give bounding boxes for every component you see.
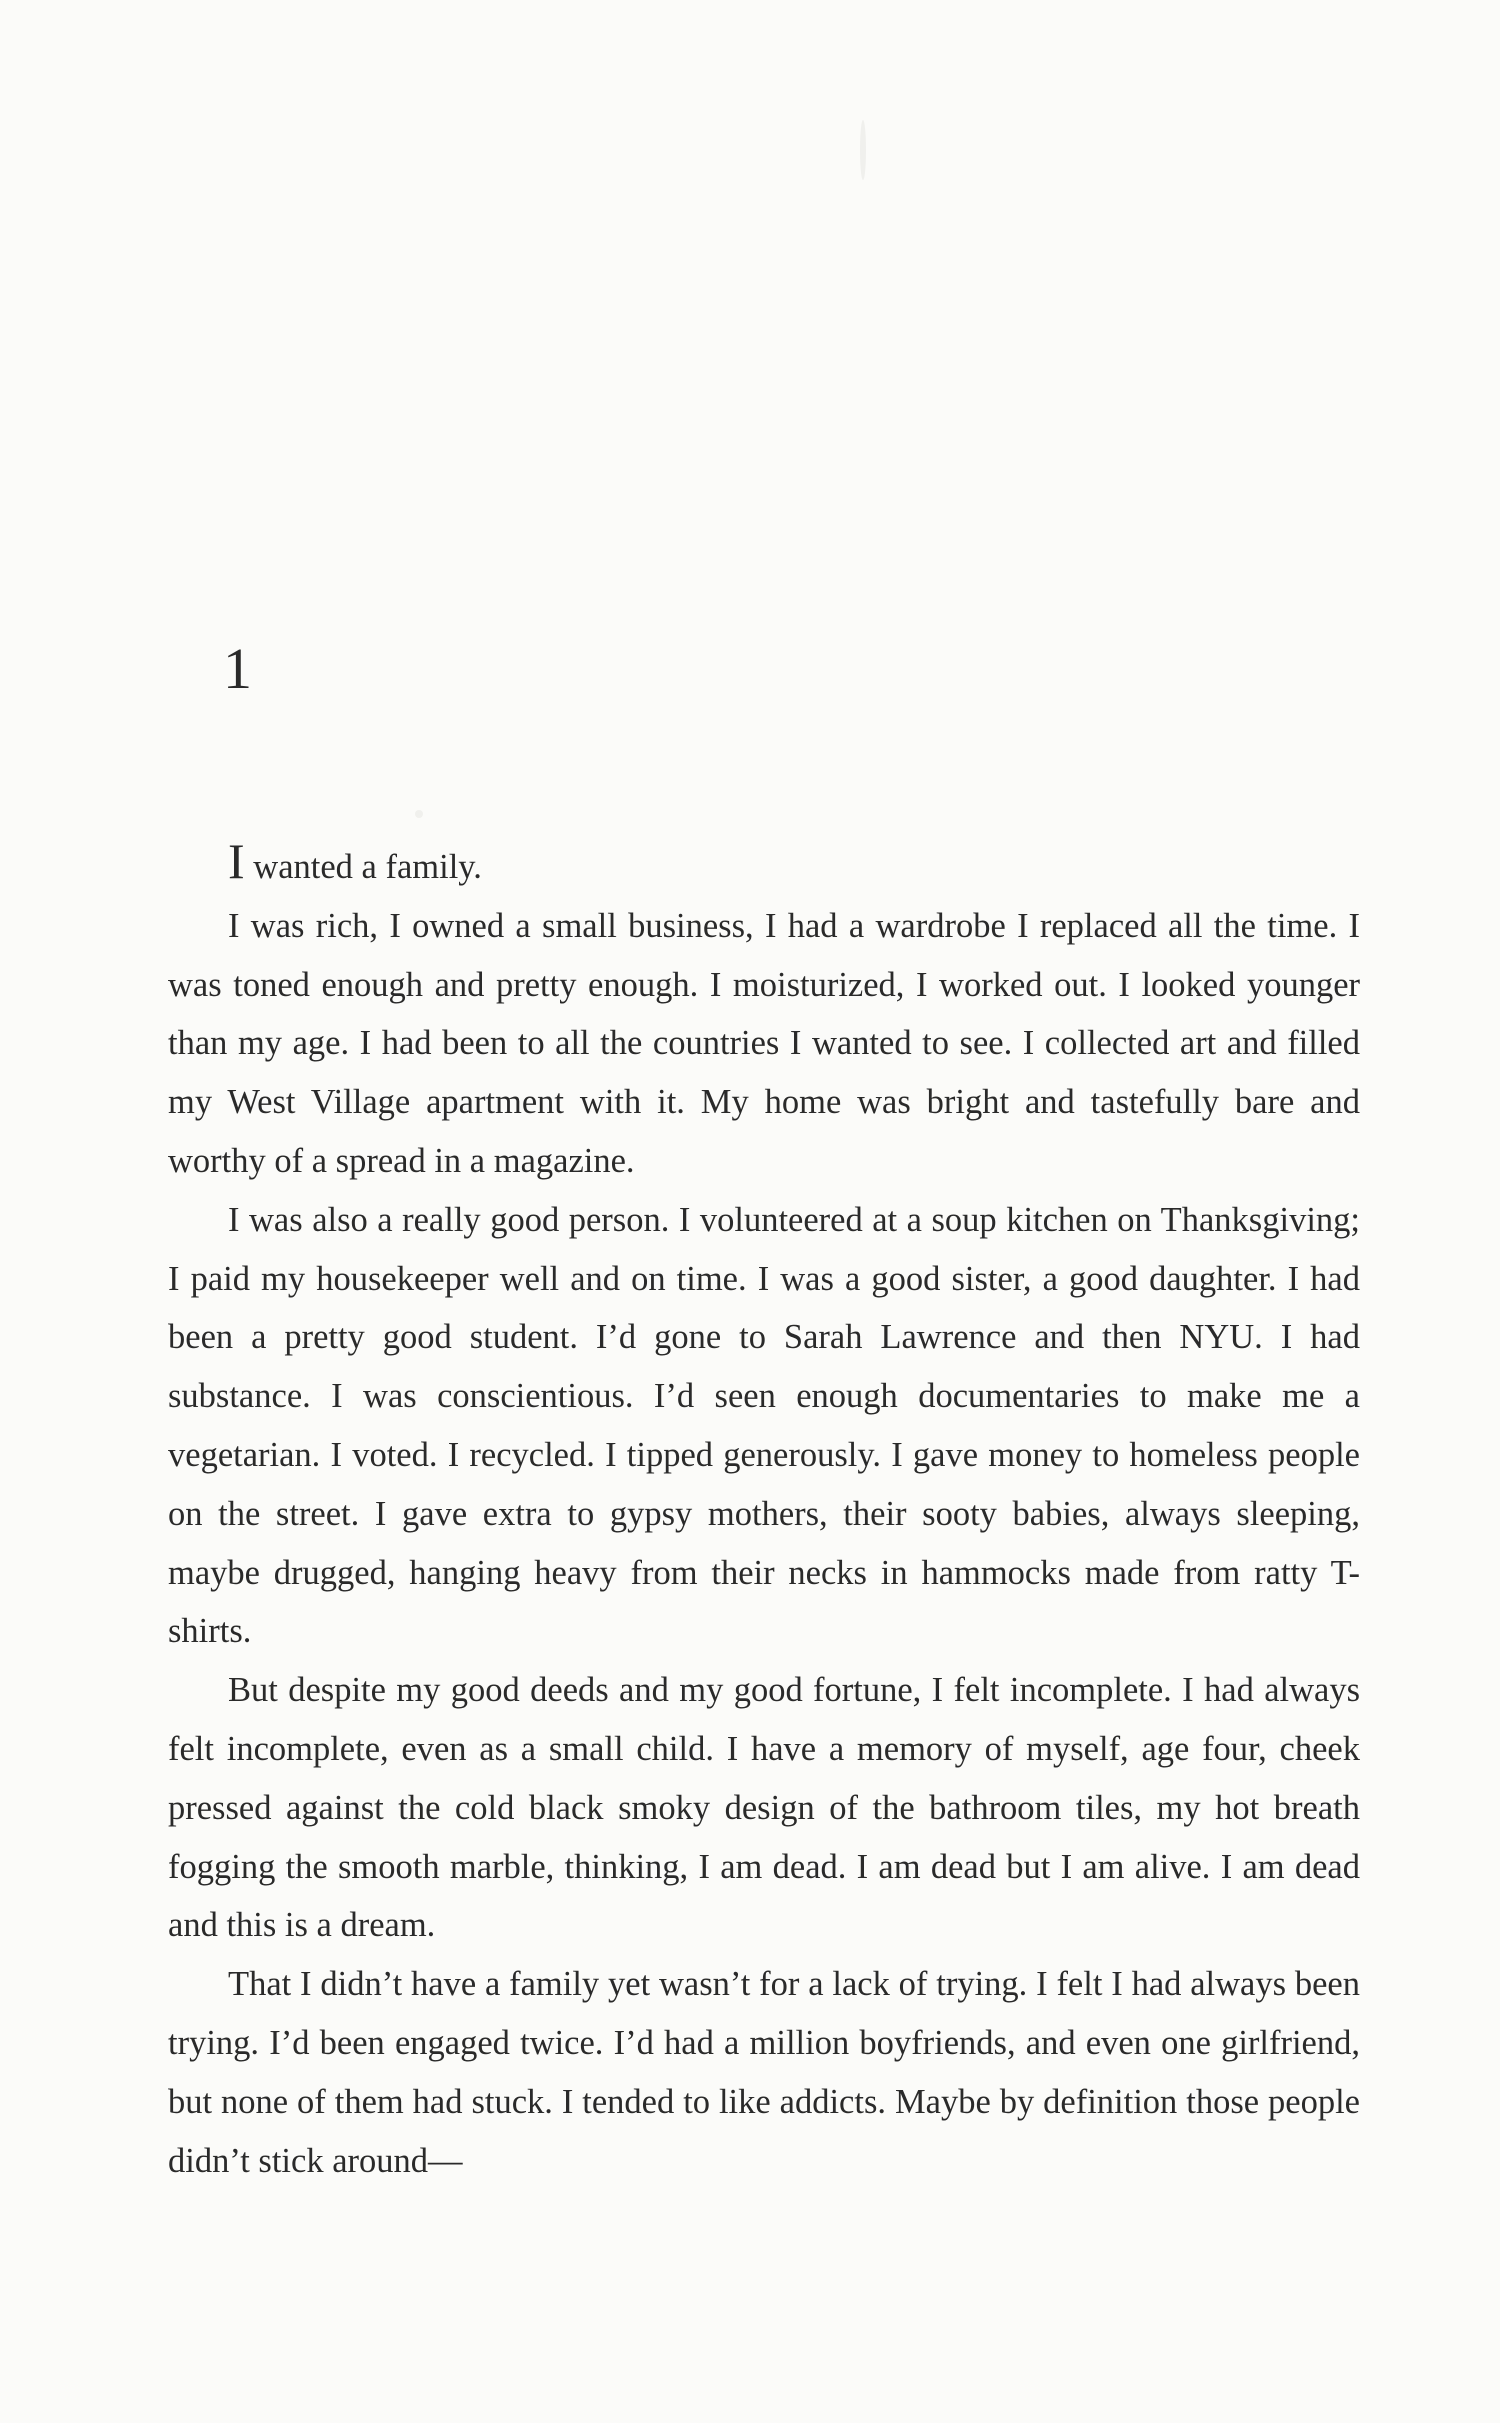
paragraph xyxy=(168,833,1360,897)
paragraph: I was also a really good person. I volunteered at a soup kitchen on Thanksgiving; I paid my housekeeper well and on time. I was a good sister, a good daughter. I had been a pretty good student. I’d gone to Sarah Lawrence and then NYU. I had substance. I was conscientious. I’d seen enough documentaries to make me a vegetarian. I voted. I recycled. I tipped generously. I gave money to homeless people on the street. I gave extra to gypsy mothers, their sooty babies, always sleeping, maybe drugged, hanging heavy from their necks in hammocks made from ratty T-shirts. xyxy=(168,1200,1360,1651)
paragraph: That I didn’t have a family yet wasn’t for a lack of trying. I felt I had always been trying. I’d been engaged twice. I’d had a million boyfriends, and even one girlfriend, but none of them had stuck. I tended to like addicts. Maybe by definition those people didn’t stick around— xyxy=(168,1965,1360,2180)
drop-cap: I xyxy=(228,833,245,889)
paragraph-text: wanted a family. xyxy=(244,848,482,886)
paper-smudge xyxy=(415,810,423,818)
paragraph: But despite my good deeds and my good fortune, I felt incomplete. I had always felt incomplete, even as a small child. I have a memory of myself, age four, cheek pressed against the cold black smoky design of the bathroom tiles, my hot breath fogging the smooth marble, thinking, I am dead. I am dead but I am alive. I am dead and this is a dream. xyxy=(168,1671,1360,1945)
chapter-number: 1 xyxy=(223,636,252,701)
paper-smudge xyxy=(860,120,866,180)
paragraph: I was rich, I owned a small business, I had a wardrobe I replaced all the time. I was toned enough and pretty enough. I moisturized, I worked out. I looked younger than my age. I had been to all the countries I wanted to see. I collected art and filled my West Village apartment with it. My home was bright and tastefully bare and worthy of a spread in a magazine. xyxy=(168,906,1360,1180)
chapter-body xyxy=(168,833,1360,2190)
